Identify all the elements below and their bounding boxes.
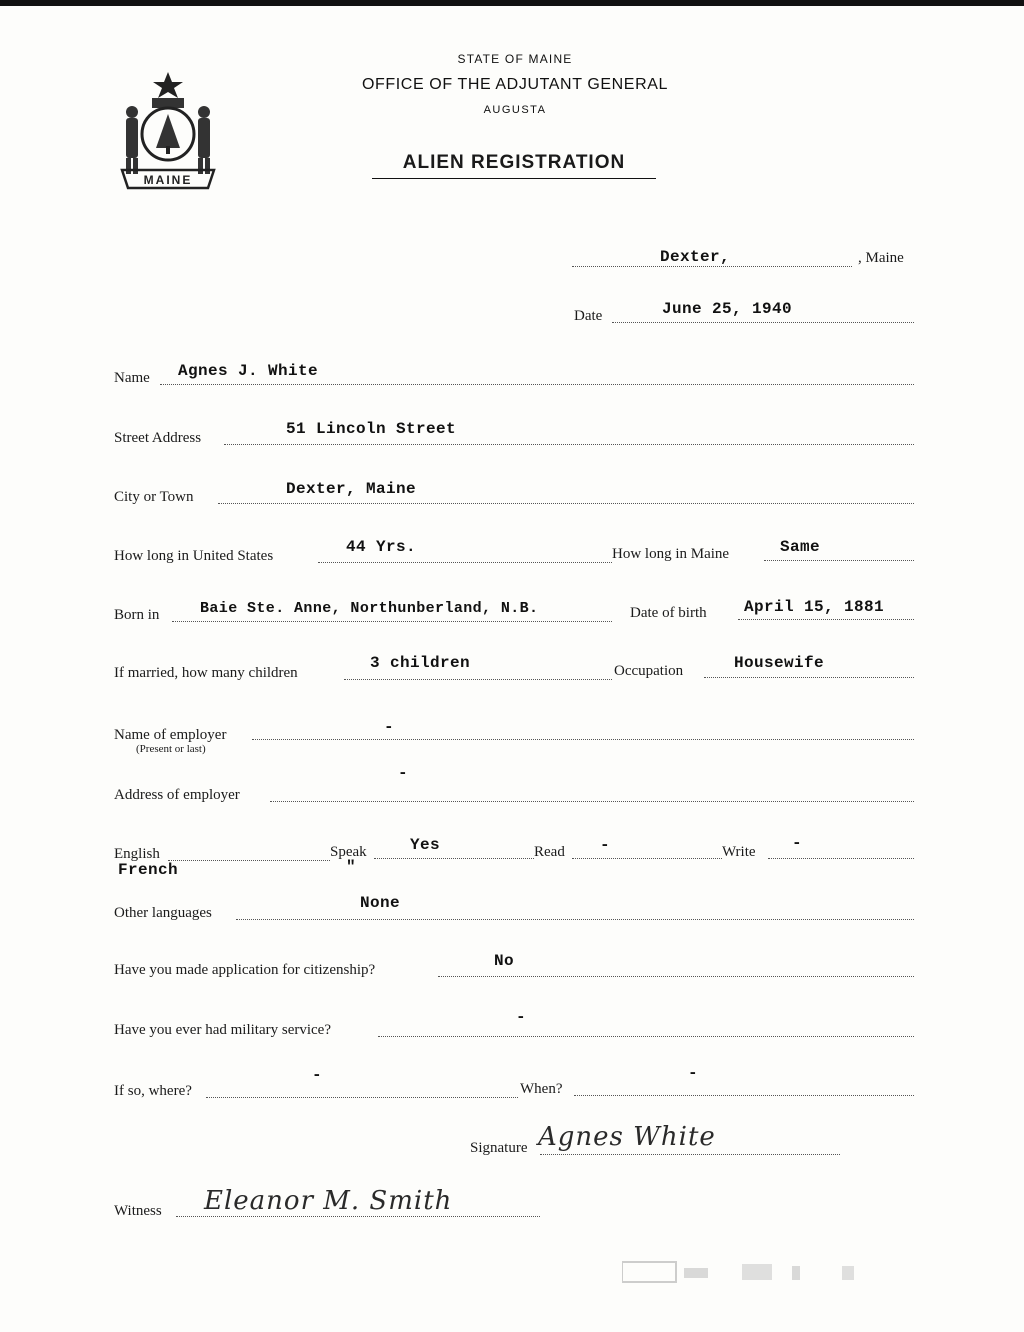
employer-name-label: Name of employer [114,727,227,743]
date-label: Date [574,308,603,324]
town-line [572,266,852,267]
employer-name-value: - [384,718,395,736]
children-label: If married, how many children [114,665,298,681]
employer-address-label: Address of employer [114,787,240,803]
read-line [572,858,722,859]
form-title: ALIEN REGISTRATION [372,152,656,179]
name-value: Agnes J. White [178,362,319,380]
how-long-us-label: How long in United States [114,548,274,564]
speak-label: Speak [330,844,367,860]
header-state: STATE OF MAINE [457,52,573,66]
military-label: Have you ever had military service? [114,1022,331,1038]
how-long-maine-line [764,560,914,561]
employer-name-note: (Present or last) [136,743,206,755]
faint-stamp-mark [622,1258,862,1286]
date-of-birth-label: Date of birth [630,605,707,621]
when-line [574,1095,914,1096]
employer-name-line [252,739,914,740]
born-in-value: Baie Ste. Anne, Northunberland, N.B. [200,600,539,617]
date-of-birth-line [738,619,914,620]
citizenship-line [438,976,914,977]
occupation-label: Occupation [614,663,684,679]
signature-label: Signature [470,1140,528,1156]
how-long-maine-label: How long in Maine [612,546,730,562]
town-value: Dexter, [660,248,731,266]
children-value: 3 children [370,654,471,672]
where-line [206,1097,518,1098]
occupation-value: Housewife [734,654,825,672]
write-label: Write [722,844,756,860]
speak-line [374,858,534,859]
military-value: - [516,1008,527,1026]
how-long-maine-value: Same [780,538,821,556]
street-address-value: 51 Lincoln Street [286,420,457,438]
employer-address-value: - [398,764,409,782]
date-of-birth-value: April 15, 1881 [744,598,885,616]
when-label: When? [520,1081,563,1097]
english-line [168,860,330,861]
children-line [344,679,612,680]
how-long-us-value: 44 Yrs. [346,538,417,556]
how-long-us-line [318,562,612,563]
applicant-signature: Agnes White [538,1122,716,1152]
other-languages-value: None [360,894,401,912]
english-label: English [114,846,160,862]
where-value: - [312,1066,323,1084]
where-label: If so, where? [114,1083,192,1099]
name-line [160,384,914,385]
street-address-label: Street Address [114,430,202,446]
occupation-line [704,677,914,678]
english-write-value: - [792,834,803,852]
witness-line [176,1216,540,1217]
when-value: - [688,1064,699,1082]
witness-signature: Eleanor M. Smith [204,1186,453,1216]
city-or-town-line [218,503,914,504]
other-languages-label: Other languages [114,905,212,921]
header-city: AUGUSTA [483,104,547,116]
maine-state-seal-icon [112,68,224,192]
employer-address-line [270,801,914,802]
maine-label: , Maine [858,250,904,266]
citizenship-value: No [494,952,515,970]
french-speak-value: " [346,858,357,876]
city-or-town-label: City or Town [114,489,194,505]
city-or-town-value: Dexter, Maine [286,480,417,498]
scan-top-edge [0,0,1024,6]
english-read-value: - [600,836,611,854]
svg-text:MAINE: MAINE [143,173,193,187]
citizenship-label: Have you made application for citizenship? [114,962,376,978]
read-label: Read [534,844,565,860]
date-value: June 25, 1940 [662,300,793,318]
french-label: French [118,861,179,879]
write-line [768,858,914,859]
signature-line [540,1154,840,1155]
date-line [612,322,914,323]
name-label: Name [114,370,150,386]
witness-label: Witness [114,1203,162,1219]
street-address-line [224,444,914,445]
military-line [378,1036,914,1037]
header-office: OFFICE OF THE ADJUTANT GENERAL [361,76,669,93]
other-languages-line [236,919,914,920]
english-speak-value: Yes [410,836,441,854]
born-in-line [172,621,612,622]
born-in-label: Born in [114,607,160,623]
